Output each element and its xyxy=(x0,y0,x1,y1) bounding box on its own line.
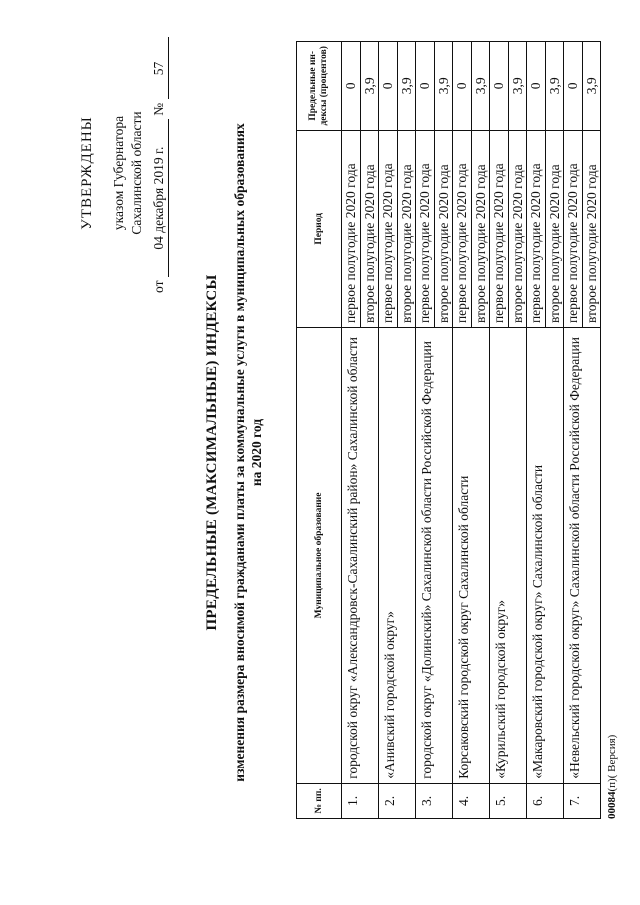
approved-label: УТВЕРЖДЕНЫ xyxy=(79,116,95,230)
row-num: 3. xyxy=(416,783,453,818)
row-period: второе полугодие 2020 года xyxy=(582,130,601,327)
row-index: 0 xyxy=(527,42,546,131)
row-index: 3,9 xyxy=(582,42,601,131)
row-period: первое полугодие 2020 года xyxy=(527,130,546,327)
approval-date: 04 декабря 2019 г. xyxy=(150,119,169,277)
row-period: второе полугодие 2020 года xyxy=(508,130,527,327)
footer-code-suffix: (п)( Версия) xyxy=(606,734,618,792)
row-period: первое полугодие 2020 года xyxy=(342,130,361,327)
subtitle-line-1: изменения размера вносимой гражданами платы за коммунальные услуги в муниципальных образованиях xyxy=(232,123,247,782)
row-index: 0 xyxy=(453,42,472,131)
row-municipality: городской округ «Долинский» Сахалинской области Российской Федерации xyxy=(416,328,453,784)
row-index: 3,9 xyxy=(545,42,564,131)
row-index: 3,9 xyxy=(508,42,527,131)
table-row xyxy=(564,42,583,819)
number-label: № xyxy=(151,102,166,116)
row-municipality: «Анивский городской округ» xyxy=(379,328,416,784)
header-municipality: Муниципальное образование xyxy=(297,328,342,784)
row-municipality: «Курильский городской округ» xyxy=(490,328,527,784)
row-municipality: городской округ «Александровск-Сахалинский район» Сахалинской области xyxy=(342,328,379,784)
row-index: 0 xyxy=(564,42,583,131)
row-period: первое полугодие 2020 года xyxy=(416,130,435,327)
table-row xyxy=(342,42,361,819)
row-num: 2. xyxy=(379,783,416,818)
row-municipality: «Макаровский городской округ» Сахалинской области xyxy=(527,328,564,784)
document-subtitle xyxy=(231,30,265,875)
row-index: 0 xyxy=(342,42,361,131)
row-index: 0 xyxy=(490,42,509,131)
row-period: второе полугодие 2020 года xyxy=(360,130,379,327)
row-period: второе полугодие 2020 года xyxy=(471,130,490,327)
row-municipality: Корсаковский городской округ Сахалинской области xyxy=(453,328,490,784)
row-period: второе полугодие 2020 года xyxy=(545,130,564,327)
subtitle-line-2: на 2020 год xyxy=(249,418,264,487)
table-row xyxy=(527,42,546,819)
approval-date-line xyxy=(150,53,169,293)
row-period: первое полугодие 2020 года xyxy=(490,130,509,327)
title-block xyxy=(204,30,265,875)
row-num: 7. xyxy=(564,783,601,818)
footer-code xyxy=(606,735,618,819)
row-index: 0 xyxy=(416,42,435,131)
table-row xyxy=(490,42,509,819)
row-num: 4. xyxy=(453,783,490,818)
header-index: Предельные ин-дексы (процентов) xyxy=(297,42,342,131)
approval-stamp xyxy=(78,53,169,293)
row-num: 6. xyxy=(527,783,564,818)
footer-code-number: 00084 xyxy=(606,791,618,819)
table-row xyxy=(453,42,472,819)
row-index: 3,9 xyxy=(471,42,490,131)
approval-line-2: Сахалинской области xyxy=(129,111,144,235)
row-num: 5. xyxy=(490,783,527,818)
row-index: 0 xyxy=(379,42,398,131)
table-row xyxy=(416,42,435,819)
document-title: ПРЕДЕЛЬНЫЕ (МАКСИМАЛЬНЫЕ) ИНДЕКСЫ xyxy=(204,274,220,631)
row-index: 3,9 xyxy=(434,42,453,131)
row-period: первое полугодие 2020 года xyxy=(453,130,472,327)
from-label: от xyxy=(151,280,166,293)
indices-table xyxy=(296,41,601,819)
row-period: второе полугодие 2020 года xyxy=(434,130,453,327)
header-num: № пп. xyxy=(297,783,342,818)
approval-number: 57 xyxy=(150,38,169,100)
header-period: Период xyxy=(297,130,342,327)
row-index: 3,9 xyxy=(397,42,416,131)
row-num: 1. xyxy=(342,783,379,818)
row-index: 3,9 xyxy=(360,42,379,131)
row-period: первое полугодие 2020 года xyxy=(564,130,583,327)
approval-line-1: указом Губернатора xyxy=(111,115,126,231)
table-header-row xyxy=(297,42,342,819)
row-period: второе полугодие 2020 года xyxy=(397,130,416,327)
table-row xyxy=(379,42,398,819)
row-period: первое полугодие 2020 года xyxy=(379,130,398,327)
row-municipality: «Невельский городской округ» Сахалинской области Российской Федерации xyxy=(564,328,601,784)
